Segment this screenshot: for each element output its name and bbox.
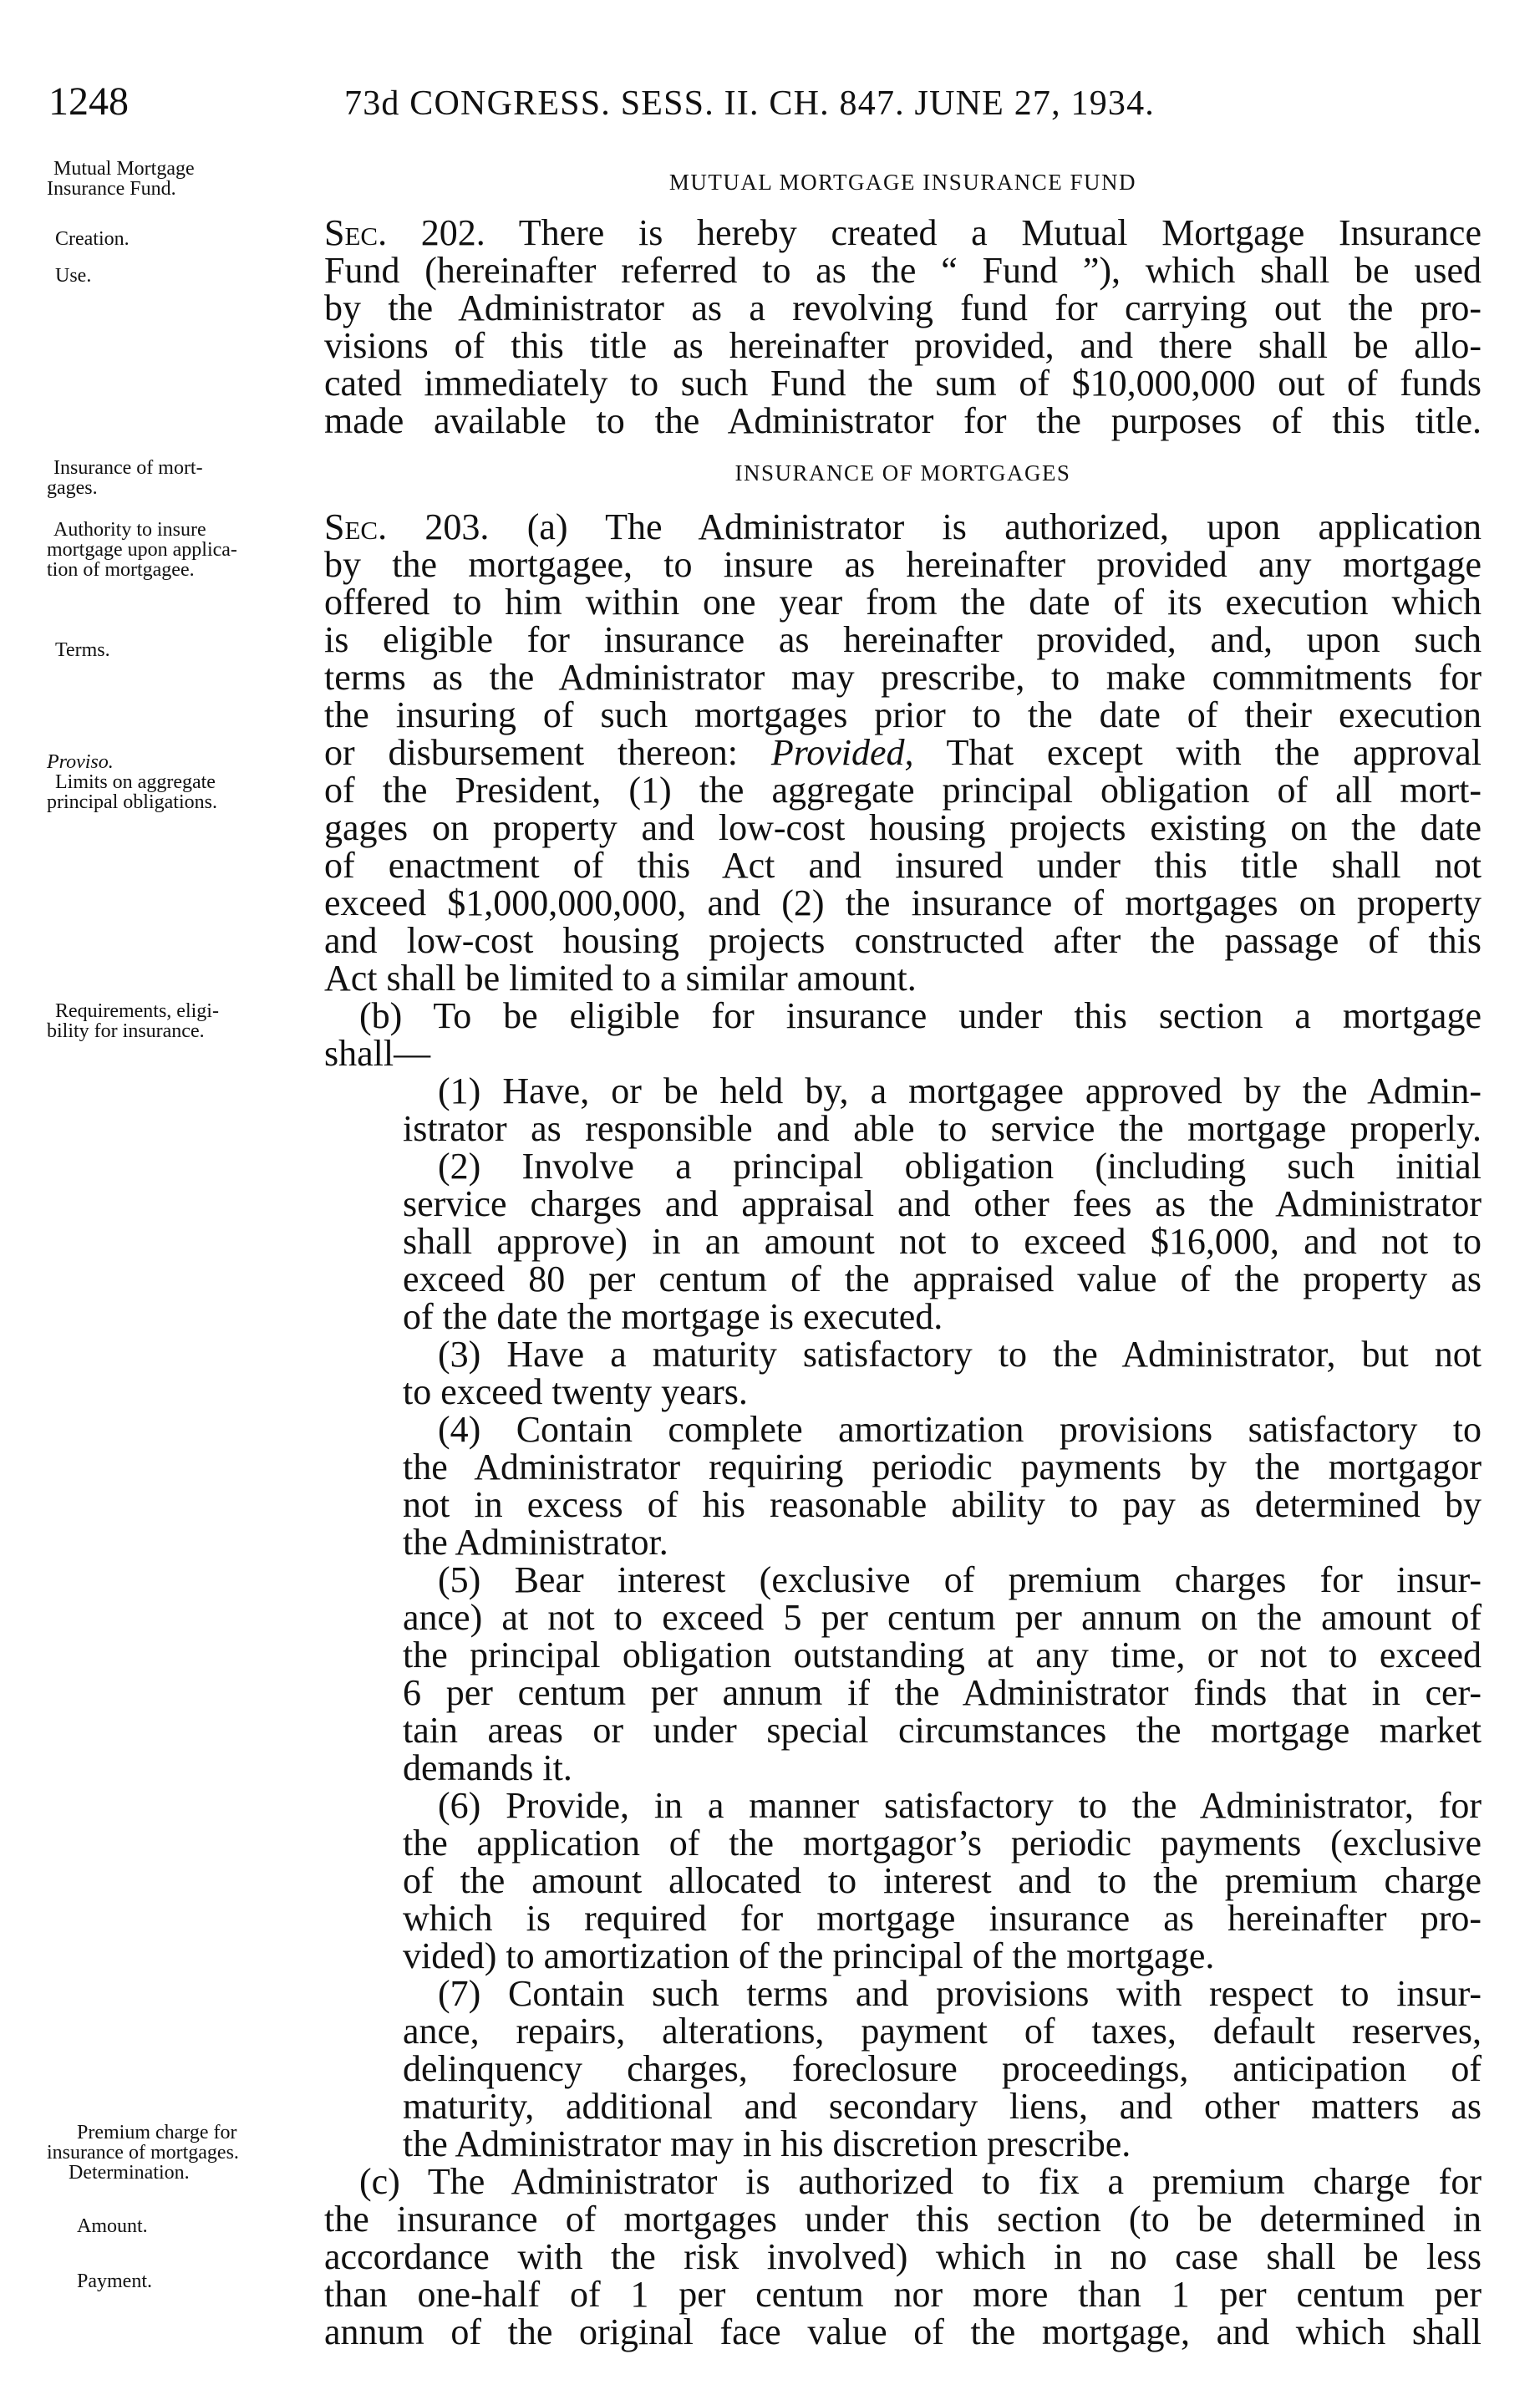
- text-line: maturity, additional and secondary liens, and other matters as: [403, 2086, 1482, 2127]
- margin-note-requirements-2: bility for insurance.: [47, 1020, 205, 1042]
- text-line: cated immediately to such Fund the sum of $10,000,000 out of funds: [324, 363, 1482, 404]
- text-line: Act shall be limited to a similar amount.: [324, 958, 917, 999]
- text-line: (c) The Administrator is authorized to fix a premium charge for: [359, 2161, 1482, 2202]
- text-line: exceed 80 per centum of the appraised value of the property as: [403, 1259, 1482, 1299]
- margin-note-insurance-2: gages.: [47, 477, 98, 499]
- text-line: shall approve) in an amount not to exceed $16,000, and not to: [403, 1221, 1482, 1262]
- text-line: the insurance of mortgages under this section (to be determined in: [324, 2199, 1482, 2240]
- text-line: ance, repairs, alterations, payment of taxes, default reserves,: [403, 2011, 1482, 2052]
- margin-note-determination: Determination.: [69, 2162, 190, 2184]
- text-line: (b) To be eligible for insurance under this section a mortgage: [359, 995, 1482, 1036]
- text-line: by the mortgagee, to insure as hereinafter provided any mortgage: [324, 544, 1482, 585]
- text-line: which is required for mortgage insurance as hereinafter pro-: [403, 1898, 1482, 1939]
- text-line: the insuring of such mortgages prior to the date of their execution: [324, 694, 1482, 735]
- text-line: (1) Have, or be held by, a mortgagee approved by the Admin-: [438, 1070, 1482, 1111]
- margin-note-insurance-1: Insurance of mort-: [53, 457, 203, 479]
- margin-note-terms: Terms.: [55, 639, 110, 661]
- text-line: exceed $1,000,000,000, and (2) the insurance of mortgages on property: [324, 882, 1482, 923]
- text-line: (4) Contain complete amortization provisions satisfactory to: [438, 1409, 1482, 1450]
- running-title: 73d CONGRESS. SESS. II. CH. 847. JUNE 27, 1934.: [344, 84, 1156, 123]
- text-line: of the date the mortgage is executed.: [403, 1296, 943, 1337]
- section-label: Sec. 202.: [324, 212, 485, 253]
- text-line: by the Administrator as a revolving fund for carrying out the pro-: [324, 287, 1482, 328]
- text-line: is eligible for insurance as hereinafter provided, and, upon such: [324, 619, 1482, 660]
- text-line: (2) Involve a principal obligation (including such initial: [438, 1146, 1482, 1187]
- text-line: Sec. 203. (a) The Administrator is authorized, upon application: [324, 506, 1482, 547]
- text-line: ance) at not to exceed 5 per centum per annum on the amount of: [403, 1597, 1482, 1638]
- margin-note-premium-2: insurance of mortgages.: [47, 2142, 239, 2164]
- text-line: Sec. 202. There is hereby created a Mutual Mortgage Insurance: [324, 212, 1482, 253]
- section-label: Sec. 203.: [324, 506, 490, 547]
- margin-note-mutual-fund-1: Mutual Mortgage: [53, 158, 195, 180]
- margin-note-use: Use.: [55, 265, 92, 287]
- text-line: the Administrator requiring periodic payments by the mortgagor: [403, 1447, 1482, 1487]
- text-line: shall—: [324, 1033, 431, 1074]
- text-line: the Administrator may in his discretion prescribe.: [403, 2123, 1131, 2164]
- text-line: (3) Have a maturity satisfactory to the Administrator, but not: [438, 1334, 1482, 1375]
- margin-note-amount: Amount.: [77, 2215, 148, 2237]
- margin-note-authority-2: mortgage upon applica-: [47, 539, 237, 561]
- text-line: Fund (hereinafter referred to as the “ Fund ”), which shall be used: [324, 250, 1482, 291]
- text-line: and low-cost housing projects constructed after the passage of this: [324, 920, 1482, 961]
- text-line: to exceed twenty years.: [403, 1371, 748, 1412]
- text-line: tain areas or under special circumstances the mortgage market: [403, 1710, 1482, 1751]
- text-line: the application of the mortgagor’s periodic payments (exclusive: [403, 1823, 1482, 1864]
- text-line: vided) to amortization of the principal of the mortgage.: [403, 1935, 1215, 1976]
- text-line: of the amount allocated to interest and to the premium charge: [403, 1860, 1482, 1901]
- text-line: istrator as responsible and able to service the mortgage properly.: [403, 1108, 1482, 1149]
- proviso-word: Provided,: [770, 732, 914, 773]
- running-head: [0, 77, 1540, 135]
- page-number: 1248: [48, 79, 129, 124]
- section-heading: MUTUAL MORTGAGE INSURANCE FUND: [668, 170, 1137, 195]
- margin-note-premium-1: Premium charge for: [77, 2122, 237, 2143]
- text-line: of the President, (1) the aggregate principal obligation of all mort-: [324, 770, 1482, 811]
- margin-note-creation: Creation.: [55, 228, 130, 250]
- section-heading: INSURANCE OF MORTGAGES: [734, 460, 1071, 486]
- margin-note-authority-3: tion of mortgagee.: [47, 559, 195, 581]
- text-line: accordance with the risk involved) which in no case shall be less: [324, 2236, 1482, 2277]
- text-line: or disbursement thereon: Provided, That except with the approval: [324, 732, 1482, 773]
- text-line: than one-half of 1 per centum nor more than 1 per centum per: [324, 2274, 1482, 2315]
- margin-note-mutual-fund-2: Insurance Fund.: [47, 178, 176, 200]
- text-line: terms as the Administrator may prescribe, to make commitments for: [324, 657, 1482, 698]
- margin-note-limits-1: Limits on aggregate: [55, 771, 216, 793]
- text-line: (7) Contain such terms and provisions with respect to insur-: [438, 1973, 1482, 2014]
- margin-note-proviso: Proviso.: [47, 751, 114, 773]
- text-line: gages on property and low-cost housing projects existing on the date: [324, 807, 1482, 848]
- text-line: (5) Bear interest (exclusive of premium charges for insur-: [438, 1559, 1482, 1600]
- margin-note-limits-2: principal obligations.: [47, 791, 217, 813]
- margin-notes: [47, 157, 323, 2330]
- text-line: 6 per centum per annum if the Administrator finds that in cer-: [403, 1672, 1482, 1713]
- text-line: (6) Provide, in a manner satisfactory to the Administrator, for: [438, 1785, 1482, 1826]
- text-line: demands it.: [403, 1747, 572, 1788]
- text-line: visions of this title as hereinafter provided, and there shall be allo-: [324, 325, 1482, 366]
- text-line: service charges and appraisal and other fees as the Administrator: [403, 1183, 1482, 1224]
- text-line: of enactment of this Act and insured under this title shall not: [324, 845, 1482, 886]
- text-line: delinquency charges, foreclosure proceedings, anticipation of: [403, 2048, 1482, 2089]
- text-line: the Administrator.: [403, 1522, 668, 1563]
- text-line: made available to the Administrator for the purposes of this title.: [324, 400, 1482, 441]
- text-line: the principal obligation outstanding at any time, or not to exceed: [403, 1635, 1482, 1675]
- text-line: not in excess of his reasonable ability to pay as determined by: [403, 1484, 1482, 1525]
- margin-note-payment: Payment.: [77, 2270, 152, 2292]
- text-line: annum of the original face value of the mortgage, and which shall: [324, 2311, 1482, 2352]
- text-line: offered to him within one year from the date of its execution which: [324, 582, 1482, 623]
- margin-note-authority-1: Authority to insure: [53, 519, 206, 541]
- margin-note-requirements-1: Requirements, eligi-: [55, 1000, 219, 1022]
